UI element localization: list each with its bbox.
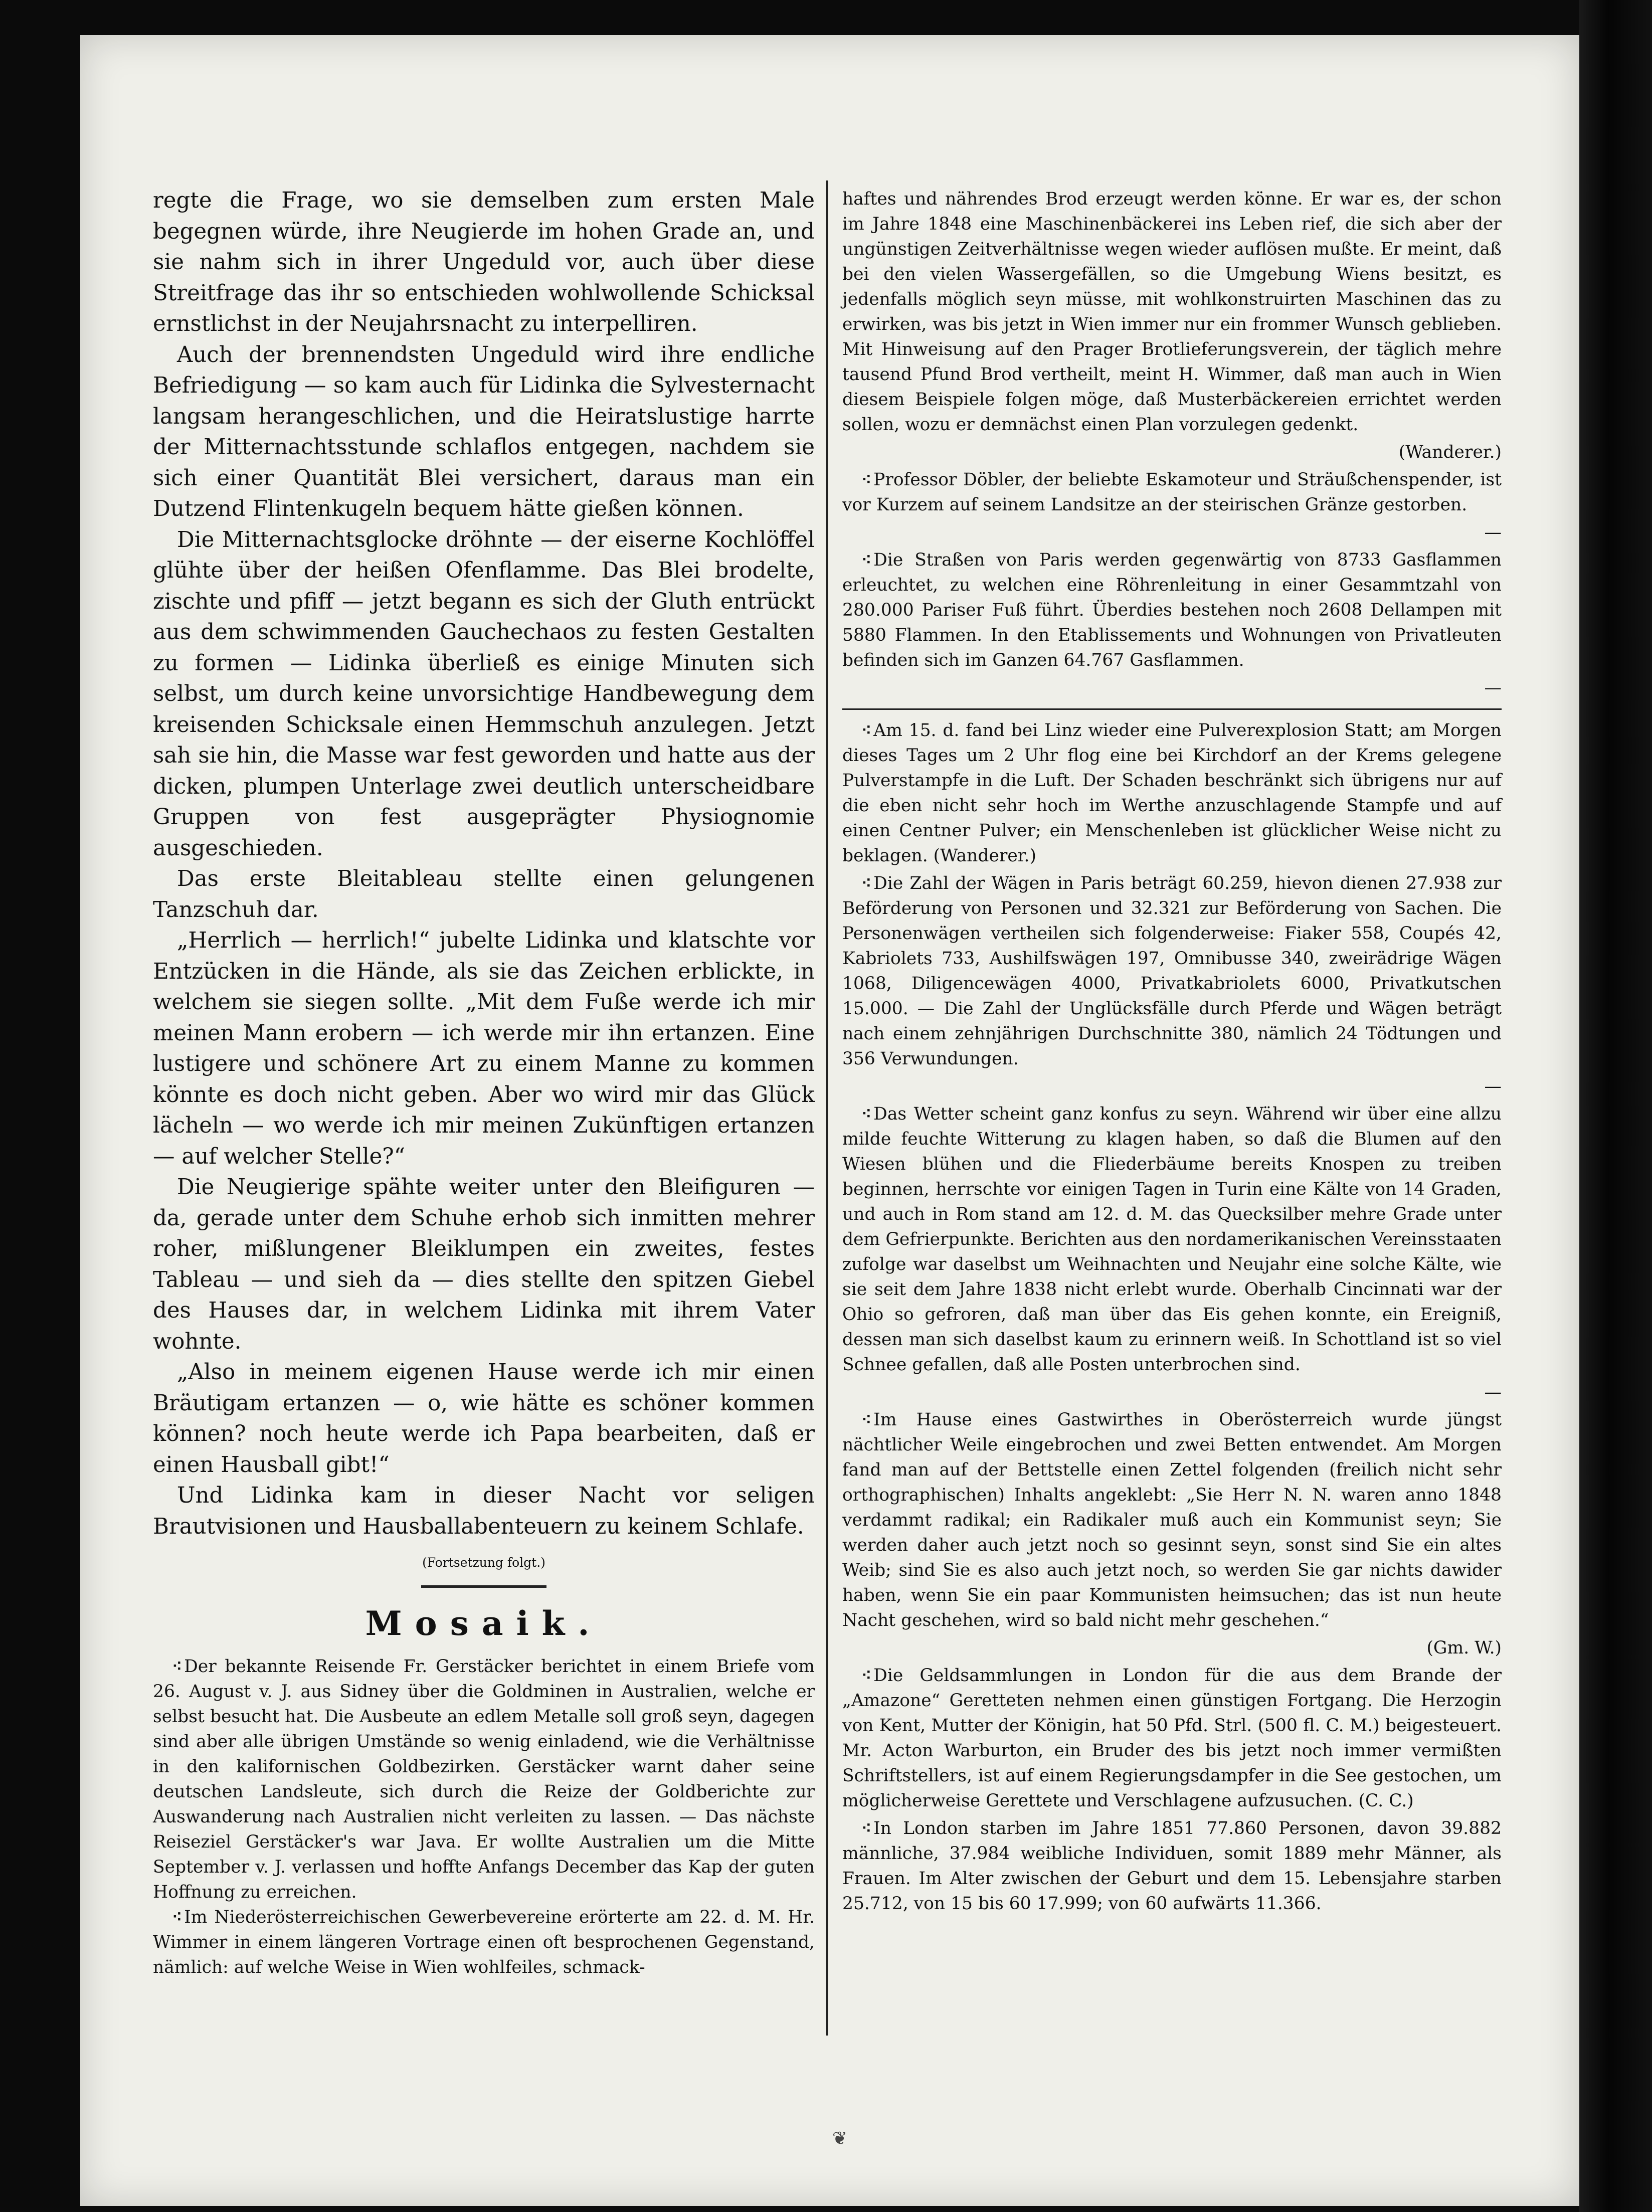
mosaik-item (842, 1663, 1502, 1813)
section-separator (421, 1585, 546, 1588)
mosaik-item-source: — (1484, 1076, 1502, 1096)
page-edge-shadow (1579, 0, 1652, 2212)
star-ornament-icon: ⁖ (861, 873, 872, 893)
star-ornament-icon: ⁖ (861, 1104, 872, 1124)
left-column (153, 186, 815, 1980)
mosaik-item (842, 547, 1502, 673)
mosaik-item-text: Die Geldsammlungen in London für die aus dem Brande der „Amazone“ Geretteten nehmen einen günstigen Fortgang. Die Herzogin von Kent, Mutter der Königin, hat 50 Pfd. Strl. (500 fl. C. M.) beigesteuert. Mr. Acton Warburton, ein Bruder des bis jetzt noch immer vermißten Schriftstellers, ist auf einem Regierungsdampfer in die See gestochen, um möglicherweise Gerettete und Verschlagene aufzusuchen. (C. C.) (842, 1666, 1502, 1811)
mosaik-item (842, 718, 1502, 868)
mosaik-left-items (153, 1654, 815, 1980)
story-paragraph: „Also in meinem eigenen Hause werde ich mir einen Bräutigam ertanzen — o, wie hätte es schöner kommen können? noch heute werde ich Papa bearbeiten, daß er einen Hausball gibt!“ (153, 1360, 815, 1478)
mosaik-item-text: Das Wetter scheint ganz konfus zu seyn. Während wir über eine allzu milde feuchte Witterung zu klagen haben, so daß die Blumen auf den Wiesen blühen und die Fliederbäume bereits Knospen zu treiben beginnen, herrschte vor einigen Tagen in Turin eine Kälte von 14 Graden, und auch in Rom stand am 12. d. M. das Quecksilber mehre Grade unter dem Gefrierpunkte. Berichten aus den nordamerikanischen Vereinsstaaten zufolge war daselbst um Weihnachten und Neujahr eine solche Kälte, wie sie seit dem Jahre 1838 nicht erlebt wurde. Oberhalb Cincinnati war der Ohio so gefroren, daß man über das Eis gehen konnte, ein Ereigniß, dessen man sich daselbst kaum zu erinnern weiß. In Schottland ist so viel Schnee gefallen, daß alle Posten unterbrochen sind. (842, 1104, 1502, 1375)
mosaik-item-text: In London starben im Jahre 1851 77.860 Personen, davon 39.882 männliche, 37.984 weibliche Individuen, somit 1889 mehr Männer, als Frauen. Im Alter zwischen der Geburt und dem 15. Lebensjahre starben 25.712, von 15 bis 60 17.999; von 60 aufwärts 11.366. (842, 1818, 1502, 1914)
mosaik-item (842, 187, 1502, 437)
star-ornament-icon: ⁖ (171, 1656, 182, 1677)
item-separator (842, 708, 1502, 710)
star-ornament-icon: ⁖ (861, 470, 872, 490)
mosaik-item-source: — (1484, 522, 1502, 542)
mosaik-item (842, 1101, 1502, 1377)
mosaik-item-text: Die Zahl der Wägen in Paris beträgt 60.259, hievon dienen 27.938 zur Beförderung von Personen und 32.321 zur Beförderung von Sachen. Die Personenwägen vertheilen sich folgenderweise: Fiaker 558, Coupés 42, Kabriolets 733, Aushilfswägen 197, Omnibusse 340, zweirädrige Wägen 1068, Diligencewägen 4000, Privatkabriolets 6000, Privatkutschen 15.000. — Die Zahl der Unglücksfälle durch Pferde und Wägen beträgt nach einem zehnjährigen Durchschnitte 380, nämlich 24 Tödtungen und 356 Verwundungen. (842, 873, 1502, 1069)
column-divider (826, 180, 828, 2036)
mosaik-item-text: Die Straßen von Paris werden gegenwärtig von 8733 Gasflammen erleuchtet, zu welchen eine Röhrenleitung in einer Gesammtzahl von 280.000 Pariser Fuß führt. Überdies bestehen noch 2608 Dellampen mit 5880 Flammen. In den Etablissements und Wohnungen von Privatleuten befinden sich im Ganzen 64.767 Gasflammen. (842, 550, 1502, 670)
mosaik-item: ⁖ Der bekannte Reisende Fr. Gerstäcker berichtet in einem Briefe vom 26. August v. J. aus Sidney über die Goldminen in Australien, welche er selbst besucht hat. Die Ausbeute an edlem Metalle soll groß seyn, dagegen sind aber alle übrigen Umstände so wenig einladend, wie die Verhältnisse in den kalifornischen Goldbezirken. Gerstäcker warnt daher seine deutschen Landsleute, sich durch die Reize der Goldberichte zur Auswanderung nach Australien nicht verleiten zu lassen. — Das nächste Reiseziel Gerstäcker's war Java. Er wollte Australien um die Mitte September v. J. verlassen und hoffte Anfangs December das Kap der guten Hoffnung zu erreichen. (153, 1656, 815, 1902)
mosaik-item-source: (Wanderer.) (1398, 442, 1502, 462)
story-paragraph: Auch der brennendsten Ungeduld wird ihre endliche Befriedigung — so kam auch für Lidinka die Sylvesternacht langsam herangeschlichen, und die Heiratslustige harrte der Mitternachtsstunde schlaflos entgegen, nachdem sie sich einer Quantität Blei versichert, daraus man ein Dutzend Flintenkugeln bequem hätte gießen können. (153, 342, 815, 521)
mosaik-item (842, 467, 1502, 517)
story-paragraph: Die Neugierige spähte weiter unter den Bleifiguren — da, gerade unter dem Schuhe erhob sich inmitten mehrer roher, mißlungener Bleiklumpen ein zweites, festes Tableau — und sieh da — dies stellte den spitzen Giebel des Hauses dar, in welchem Lidinka mit ihrem Vater wohnte. (153, 1175, 815, 1354)
mosaik-item-source: — (1484, 678, 1502, 698)
story-paragraph: regte die Frage, wo sie demselben zum ersten Male begegnen würde, ihre Neugierde im hohen Grade an, und sie nahm sich in ihrer Ungeduld vor, auch über diese Streitfrage das ihr so entschieden wohlwollende Schicksal ernstlichst in der Neujahrsnacht zu interpelliren. (153, 188, 815, 336)
mosaik-right-items (842, 187, 1502, 1916)
story-paragraph: Und Lidinka kam in dieser Nacht vor seligen Brautvisionen und Hausballabenteuern zu keinem Schlafe. (153, 1483, 815, 1539)
mosaik-item (842, 1816, 1502, 1916)
mosaik-item-text: Professor Döbler, der beliebte Eskamoteur und Sträußchenspender, ist vor Kurzem auf seinem Landsitze an der steirischen Gränze gestorben. (842, 470, 1502, 515)
story-paragraph: „Herrlich — herrlich!“ jubelte Lidinka und klatschte vor Entzücken in die Hände, als sie das Zeichen erblickte, in welchem sie siegen sollte. „Mit dem Fuße werde ich mir meinen Mann erobern — ich werde mir ihn ertanzen. Eine lustigere und schönere Art zu einem Manne zu kommen könnte es doch nicht geben. Aber wo wird mir das Glück lächeln — wo werde ich mir meinen Zukünftigen ertanzen — auf welcher Stelle?“ (153, 928, 815, 1169)
mosaik-item-text: Im Hause eines Gastwirthes in Oberösterreich wurde jüngst nächtlicher Weile eingebrochen und zwei Betten entwendet. Am Morgen fand man auf der Bettstelle einen Zettel folgenden (freilich nicht sehr orthographischen) Inhalts angeklebt: „Sie Herr N. N. waren anno 1848 verdammt radikal; ein Radikaler muß auch ein Kommunist seyn; Sie werden daher auch jetzt noch so gesinnt seyn, sonst sind Sie ein altes Weib; sind Sie es also auch jetzt noch, so werden Sie gar nichts dawider haben, wenn Sie ein paar Kommunisten heimsuchen; das ist nun heute Nacht geschehen, wird so bald nicht mehr geschehen.“ (842, 1410, 1502, 1630)
mosaik-item (842, 871, 1502, 1071)
mosaik-item-text: haftes und nährendes Brod erzeugt werden könne. Er war es, der schon im Jahre 1848 eine Maschinenbäckerei ins Leben rief, die sich aber der ungünstigen Zeitverhältnisse wegen wieder auflösen mußte. Er meint, daß bei den vielen Wassergefällen, so die Umgebung Wiens besitzt, es jedenfalls möglich seyn müsse, mit wohlkonstruirten Maschinen das zu erwirken, was bis jetzt in Wien immer nur ein frommer Wunsch geblieben. Mit Hinweisung auf den Prager Brotlieferungsverein, der täglich mehre tausend Pfund Brod vertheilt, meint H. Wimmer, daß man auch in Wien diesem Beispiele folgen möge, daß Musterbäckereien errichtet werden sollen, wozu er demnächst einen Plan vorzulegen gedenkt. (842, 189, 1502, 435)
right-column (842, 187, 1502, 1919)
star-ornament-icon: ⁖ (171, 1907, 182, 1927)
page-ornament-icon: ❦ (832, 2128, 848, 2149)
mosaik-item (842, 1407, 1502, 1633)
star-ornament-icon: ⁖ (861, 1410, 872, 1430)
mosaik-item-source: — (1484, 1382, 1502, 1402)
mosaik-item-source: (Gm. W.) (1426, 1638, 1502, 1658)
star-ornament-icon: ⁖ (861, 1666, 872, 1686)
story-paragraph: Die Mitternachtsglocke dröhnte — der eiserne Kochlöffel glühte über der heißen Ofenflamme. Das Blei brodelte, zischte und pfiff — jetzt begann es sich der Gluth entrückt aus dem schwimmenden Gauchechaos zu festen Gestalten zu formen — Lidinka überließ es einige Minuten sich selbst, um durch keine unvorsichtige Handbewegung dem kreisenden Schicksale einen Hemmschuh anzulegen. Jetzt sah sie hin, die Masse war fest geworden und hatte aus der dicken, plumpen Unterlage zwei deutlich unterscheidbare Gruppen von fest ausgeprägter Physiognomie ausgeschieden. (153, 527, 815, 861)
mosaik-item-text: Am 15. d. fand bei Linz wieder eine Pulverexplosion Statt; am Morgen dieses Tages um 2 Uhr flog eine bei Kirchdorf an der Krems gelegene Pulverstampfe in die Luft. Der Schaden beschränkt sich übrigens nur auf die eben nicht sehr hoch im Werthe anzuschlagende Stampfe und auf einen Centner Pulver; ein Menschenleben ist glücklicher Weise nicht zu beklagen. (Wanderer.) (842, 720, 1502, 866)
star-ornament-icon: ⁖ (861, 1818, 872, 1838)
story-paragraph: Das erste Bleitableau stellte einen gelungenen Tanzschuh dar. (153, 866, 815, 923)
mosaik-item: ⁖ Im Niederösterreichischen Gewerbevereine erörterte am 22. d. M. Hr. Wimmer in einem längeren Vortrage einen oft besprochenen Gegenstand, nämlich: auf welche Weise in Wien wohlfeiles, schmack- (153, 1907, 815, 1977)
star-ornament-icon: ⁖ (861, 550, 872, 570)
section-heading-mosaik: Mosaik. (365, 1604, 603, 1643)
star-ornament-icon: ⁖ (861, 720, 872, 741)
continuation-note: (Fortsetzung folgt.) (422, 1555, 545, 1570)
